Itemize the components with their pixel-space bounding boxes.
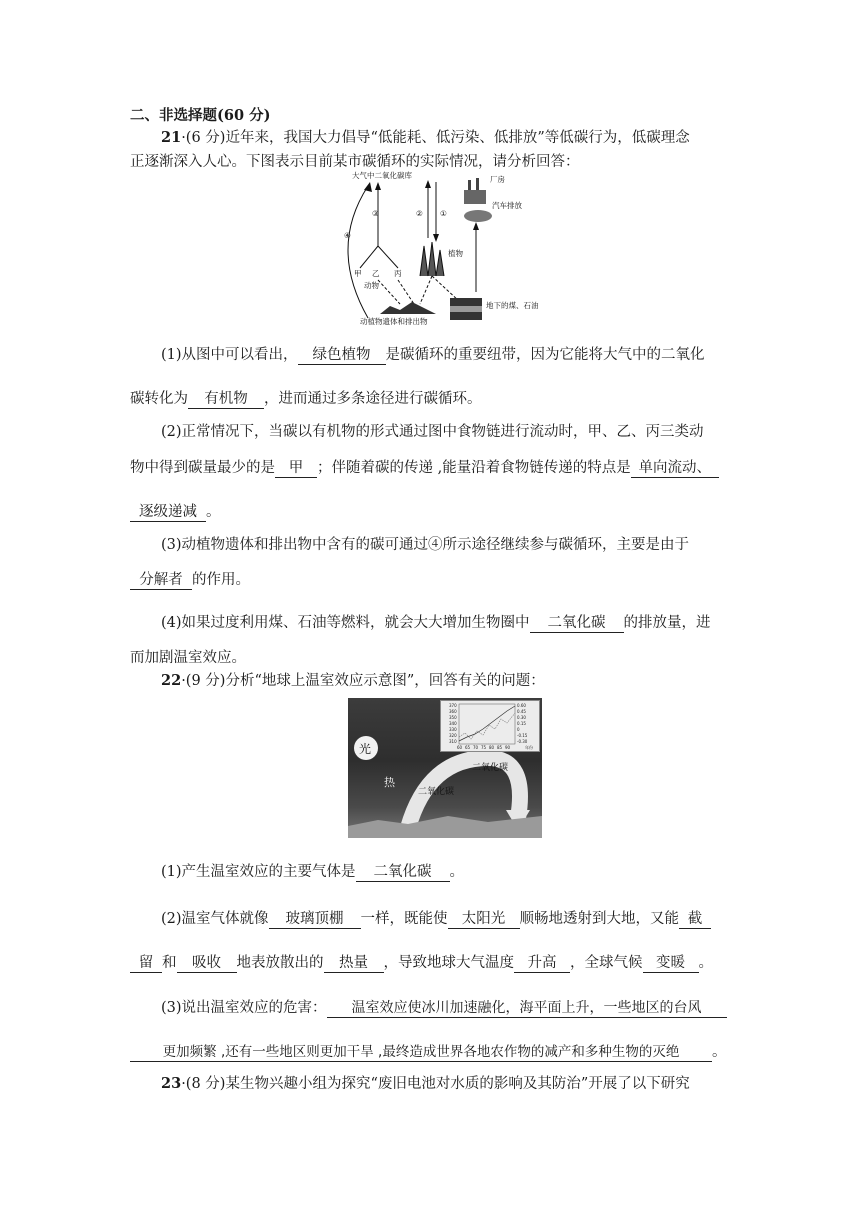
inset-chart-svg [441, 701, 539, 751]
fig-plant-label: 植物 [448, 249, 463, 258]
fig-jia: 甲 [354, 269, 362, 278]
q21-p2-text-c: ；伴随着碳的传递 ,能量沿着食物链传递的特点是 [317, 460, 631, 476]
x-tick-0: 60 [457, 745, 463, 750]
q21-p3-line1: (3)动植物遗体和排出物中含有的碳可通过④所示途径继续参与碳循环，主要是由于 [161, 537, 690, 553]
q21-line1 [161, 128, 730, 148]
arrow-1-head [433, 234, 439, 242]
fig-remains-label: 动植物遗体和排出物 [360, 317, 428, 326]
q22-p3-text-a: (3)说出温室效应的危害： [161, 1000, 327, 1016]
q22-p1-line [161, 862, 730, 882]
q22-p2-text-d: 和 [162, 955, 177, 971]
fig-factory-label: 厂房 [490, 175, 505, 184]
dash-arrow-2 [398, 280, 414, 304]
fig-coal-label: 地下的煤、石油 [486, 301, 539, 310]
q21-p3-answer: 分解者 [130, 571, 192, 590]
y2-tick-0: 0.60 [517, 703, 526, 708]
q23-number: 23 [161, 1075, 182, 1092]
q21-p2-answer1: 甲 [275, 459, 317, 478]
q21-p2-text-d: 。 [206, 504, 221, 520]
q22-p1-text-b: 。 [449, 864, 465, 880]
q22-p3-answer-b: 更加频繁 ,还有一些地区则更加干旱 ,最终造成世界各地农作物的减产和多种生物的灭绝 [130, 1043, 712, 1062]
section-title: 二、非选择题(60 分) [130, 107, 271, 124]
fig-light: 光 [359, 742, 372, 756]
arrow-2-head [425, 180, 431, 188]
factory-icon [464, 190, 486, 204]
q22-number: 22 [161, 672, 182, 689]
x-tick-5: 85 [497, 745, 503, 750]
q22-p2-text-c: 顺畅地透射到大地，又能 [519, 911, 680, 927]
q21-p2-line2 [130, 458, 730, 478]
dash-arrow-1 [378, 280, 400, 304]
y-tick-1: 360 [449, 709, 457, 714]
q21-p1-line2 [130, 389, 730, 409]
y2-tick-1: 0.45 [517, 709, 526, 714]
q22-p1-answer: 二氧化碳 [356, 863, 450, 882]
q21-p4-text-a: (4)如果过度利用煤、石油等燃料，就会大大增加生物圈中 [161, 615, 530, 631]
web-line-2 [378, 246, 398, 268]
y-tick-6: 310 [449, 739, 457, 744]
q21-p3-line2 [130, 570, 730, 590]
q22-p3-line1 [161, 998, 730, 1018]
fig-top-label: 大气中二氧化碳库 [352, 171, 412, 180]
carbon-cycle-diagram [340, 168, 539, 330]
arrow-1-label: ① [440, 209, 447, 218]
q22-line1 [161, 671, 730, 691]
y-tick-0: 370 [449, 703, 457, 708]
q21-line2: 正逐渐深入人心。下图表示目前某市碳循环的实际情况，请分析回答： [130, 154, 580, 170]
q22-p2-answer6: 升高 [514, 954, 570, 973]
x-tick-3: 75 [481, 745, 487, 750]
remains-icon [380, 302, 436, 314]
web-line-1 [360, 246, 378, 268]
q21-p1-text-b: 是碳循环的重要纽带，因为它能将大气中的二氧化 [385, 347, 705, 363]
q22-p2-text-a: (2)温室气体就像 [161, 911, 269, 927]
q23-intro: ·(8 分)某生物兴趣小组为探究“废旧电池对水质的影响及其防治”开展了以下研究 [181, 1076, 690, 1092]
q21-p2-text-b: 物中得到碳量最少的是 [130, 460, 275, 476]
y2-tick-4: 0 [517, 727, 520, 732]
q22-p2-answer5: 热量 [324, 954, 384, 973]
y-tick-4: 330 [449, 727, 457, 732]
fig-animal-label: 动物 [364, 281, 379, 290]
q23-line1 [161, 1074, 730, 1094]
q21-p2-line3 [130, 502, 730, 522]
q21-p1-text-a: (1)从图中可以看出， [161, 347, 298, 363]
y2-tick-5: -0.15 [517, 733, 528, 738]
q22-p3-text-b: 。 [712, 1044, 727, 1060]
fig-bing: 丙 [394, 269, 402, 278]
q22-p2-line1 [161, 909, 730, 929]
coal-layer-2 [450, 306, 482, 312]
y-tick-2: 350 [449, 715, 457, 720]
q21-p1-line1 [161, 345, 730, 365]
co2-temperature-chart [440, 700, 540, 752]
y2-tick-3: 0.15 [517, 721, 526, 726]
arrow-3-head [375, 182, 381, 190]
q21-p1-answer2: 有机物 [188, 390, 264, 409]
arrow-4-label: ④ [344, 231, 351, 240]
greenhouse-figure [348, 698, 542, 838]
q21-p1-text-d: ，进而通过多条途径进行碳循环。 [264, 391, 482, 407]
q22-p2-answer2: 太阳光 [448, 910, 520, 929]
q21-p4-line1 [161, 613, 730, 633]
q22-intro: ·(9 分)分析“地球上温室效应示意图”，回答有关的问题： [181, 673, 545, 689]
plant-icon [420, 242, 444, 276]
ground-silhouette [348, 816, 542, 838]
q22-p3-answer-a: 温室效应使冰川加速融化，海平面上升，一些地区的台风 [327, 999, 727, 1018]
q21-p3-text-b: 的作用。 [192, 572, 250, 588]
q21-p2-answer2a: 单向流动、 [631, 459, 719, 478]
q22-p2-answer3a: 截 [679, 910, 711, 929]
y-tick-5: 320 [449, 733, 457, 738]
fig-co2-left: 二氧化碳 [418, 787, 455, 797]
q21-p2-line1: (2)正常情况下，当碳以有机物的形式通过图中食物链进行流动时，甲、乙、丙三类动 [161, 424, 704, 440]
chimney-1 [468, 180, 471, 190]
q21-p1-answer1: 绿色植物 [298, 346, 386, 365]
fig-yi: 乙 [372, 269, 380, 278]
y2-tick-2: 0.30 [517, 715, 526, 720]
q22-p2-answer3b: 留 [130, 954, 162, 973]
x-tick-4: 80 [489, 745, 495, 750]
y2-tick-6: -0.30 [517, 739, 528, 744]
coal-layer-1 [450, 298, 482, 306]
q22-p2-text-f: ，导致地球大气温度 [383, 955, 514, 971]
q21-p2-answer2b: 逐级递减 [130, 503, 206, 522]
q22-p2-answer4: 吸收 [177, 954, 237, 973]
chimney-2 [476, 178, 479, 190]
q22-p2-answer1: 玻璃顶棚 [269, 910, 361, 929]
x-axis-unit: 年份 [525, 745, 533, 750]
q22-p2-text-g: ，全球气候 [570, 955, 643, 971]
arrow-2-label: ② [416, 209, 423, 218]
x-tick-6: 90 [505, 745, 511, 750]
dash-arrow-3 [420, 276, 432, 304]
q21-p1-text-c: 碳转化为 [130, 391, 188, 407]
fig-heat: 热 [384, 776, 395, 789]
inset-plot-frame [459, 704, 515, 744]
q22-p2-line2 [130, 953, 730, 973]
car-icon [464, 210, 492, 222]
arrow-3-label: ③ [372, 209, 379, 218]
q22-p1-text-a: (1)产生温室效应的主要气体是 [161, 864, 356, 880]
x-tick-1: 65 [465, 745, 471, 750]
q22-p3-line2 [130, 1042, 730, 1062]
q21-p4-line2: 而加剧温室效应。 [130, 650, 246, 666]
fig-co2-right: 二氧化碳 [472, 763, 509, 773]
coal-layer-3 [450, 312, 482, 320]
x-tick-2: 70 [473, 745, 479, 750]
arrow-coal-head [473, 222, 479, 230]
arrow-4-curve [348, 186, 368, 318]
q21-p4-text-b: 的排放量，进 [623, 615, 711, 631]
y-tick-3: 340 [449, 721, 457, 726]
q21-number: 21 [161, 129, 182, 146]
q22-p2-text-b: 一样，既能使 [360, 911, 448, 927]
q21-intro: ·(6 分)近年来，我国大力倡导“低能耗、低污染、低排放”等低碳行为，低碳理念 [181, 130, 690, 146]
q22-p2-text-e: 地表放散出的 [236, 955, 324, 971]
fig-car-label: 汽车排放 [492, 201, 522, 210]
q22-p2-answer7: 变暖 [643, 954, 699, 973]
q21-p4-answer: 二氧化碳 [530, 614, 624, 633]
q22-p2-text-h: 。 [698, 955, 713, 971]
